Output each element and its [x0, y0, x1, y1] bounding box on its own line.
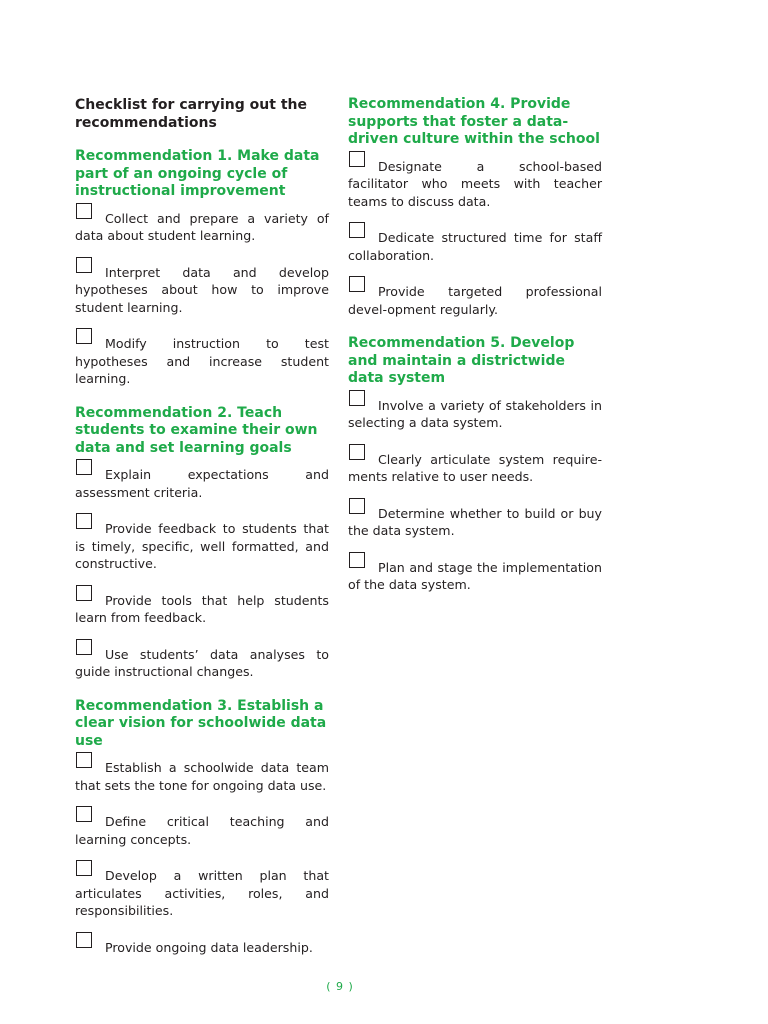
checkbox[interactable] — [76, 752, 92, 768]
recommendation-heading: Recommendation 4. Provide supports that foster a data-driven culture within the school — [348, 96, 600, 147]
left-sections — [75, 148, 329, 956]
checklist-item-text: Determine whether to build or buy the data system. — [348, 505, 602, 538]
recommendation-heading: Recommendation 1. Make data part of an ongoing cycle of instructional improvement — [75, 148, 320, 199]
checkbox[interactable] — [349, 276, 365, 292]
checklist-item — [75, 937, 329, 957]
checklist-item-text: Collect and prepare a variety of data about student learning. — [75, 210, 329, 243]
checklist-item — [75, 208, 329, 245]
checklist-item — [75, 757, 329, 794]
checklist-item-text: Clearly articulate system require-ments relative to user needs. — [348, 451, 602, 484]
checklist-item — [75, 644, 329, 681]
recommendation-heading: Recommendation 5. Develop and maintain a districtwide data system — [348, 335, 575, 386]
checkbox[interactable] — [76, 639, 92, 655]
left-column — [75, 96, 329, 973]
checklist-item-text: Provide feedback to students that is timely, specific, well formatted, and constructive. — [75, 521, 329, 571]
checkbox[interactable] — [76, 257, 92, 273]
recommendation-heading: Recommendation 2. Teach students to examine their own data and set learning goals — [75, 404, 318, 456]
checklist-item — [348, 281, 602, 318]
right-sections — [348, 96, 602, 594]
checklist-item — [75, 865, 329, 920]
checkbox[interactable] — [349, 222, 365, 238]
checklist-item-text: Designate a school-based facilitator who meets with teacher teams to discuss data. — [348, 158, 602, 209]
checkbox[interactable] — [76, 932, 92, 948]
checkbox[interactable] — [349, 498, 365, 514]
checklist-item — [348, 227, 602, 264]
checklist-item — [75, 811, 329, 848]
checklist-item — [348, 503, 602, 540]
recommendation-section — [348, 96, 602, 318]
checklist-item-text: Explain expectations and assessment criteria. — [75, 467, 329, 500]
recommendation-section — [348, 335, 602, 594]
checklist-item — [75, 590, 329, 627]
checklist-item — [348, 449, 602, 486]
checklist-item-text: Provide tools that help students learn from feedback. — [75, 592, 329, 625]
recommendation-section — [75, 698, 329, 957]
checkbox[interactable] — [76, 806, 92, 822]
checklist-item — [75, 518, 329, 573]
checklist-item-text: Interpret data and develop hypotheses about how to improve student learning. — [75, 264, 329, 315]
checkbox[interactable] — [76, 585, 92, 601]
checkbox[interactable] — [349, 151, 365, 167]
checkbox[interactable] — [349, 552, 365, 568]
checklist-item-text: Use students’ data analyses to guide instructional changes. — [75, 646, 329, 679]
checkbox[interactable] — [349, 444, 365, 460]
checklist-item-text: Develop a written plan that articulates activities, roles, and responsibilities. — [75, 868, 329, 918]
checkbox[interactable] — [349, 390, 365, 406]
checklist-item — [348, 395, 602, 432]
checklist-item-text: Dedicate structured time for staff collaboration. — [348, 230, 602, 263]
checklist-item-text: Modify instruction to test hypotheses and increase student learning. — [75, 336, 329, 386]
checklist-item-text: Provide targeted professional devel-opment regularly. — [348, 284, 602, 317]
page-number: ( 9 ) — [326, 980, 354, 993]
right-column — [348, 96, 602, 611]
recommendation-section — [75, 148, 329, 388]
checklist-title: Checklist for carrying out the recommendations — [75, 97, 307, 131]
checklist-item-text: Establish a schoolwide data team that sets the tone for ongoing data use. — [75, 760, 329, 793]
checklist-item — [348, 156, 602, 211]
checkbox[interactable] — [76, 459, 92, 475]
checkbox[interactable] — [76, 203, 92, 219]
checkbox[interactable] — [76, 860, 92, 876]
checklist-item-text: Define critical teaching and learning concepts. — [75, 814, 329, 847]
checkbox[interactable] — [76, 328, 92, 344]
recommendation-section — [75, 405, 329, 681]
checklist-item-text: Involve a variety of stakeholders in selecting a data system. — [348, 397, 602, 430]
checklist-item-text: Provide ongoing data leadership. — [105, 939, 313, 955]
checkbox[interactable] — [76, 513, 92, 529]
checklist-item — [348, 557, 602, 594]
recommendation-heading: Recommendation 3. Establish a clear vision for schoolwide data use — [75, 697, 327, 749]
checklist-item — [75, 464, 329, 501]
checklist-item — [75, 262, 329, 317]
checklist-item — [75, 333, 329, 388]
checklist-item-text: Plan and stage the implementation of the data system. — [348, 559, 602, 592]
